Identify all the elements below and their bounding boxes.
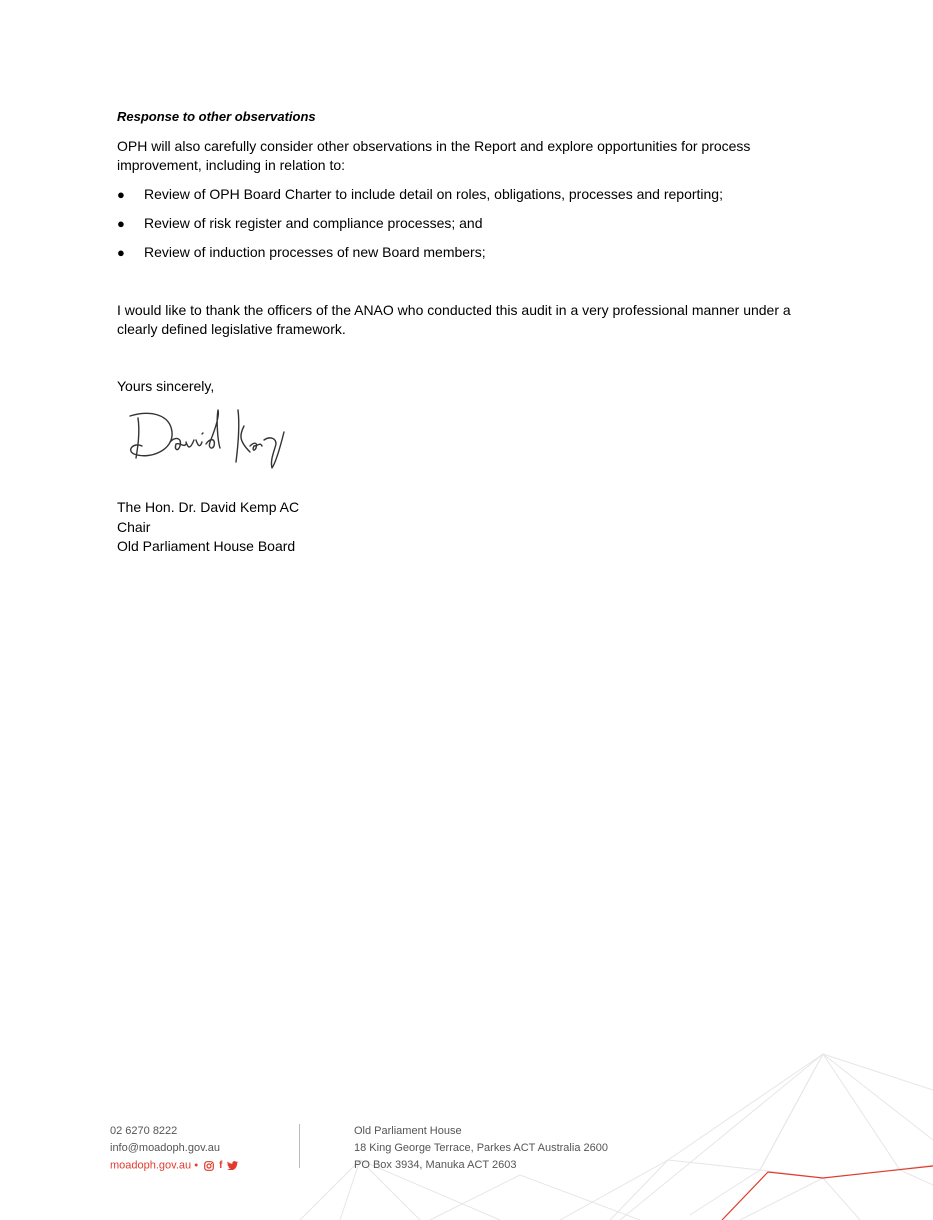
bullet-icon: ● — [117, 216, 125, 231]
observation-list — [117, 185, 723, 272]
closing: Yours sincerely, — [117, 378, 215, 394]
list-item — [117, 185, 723, 214]
address-line-3: PO Box 3934, Manuka ACT 2603 — [354, 1159, 517, 1171]
social-links — [204, 1157, 238, 1174]
list-item — [117, 214, 723, 243]
footer-phone: 02 6270 8222 — [110, 1125, 178, 1137]
signatory-name: The Hon. Dr. David Kemp AC — [117, 499, 300, 515]
handwritten-signature — [120, 402, 300, 477]
address-line-1: Old Parliament House — [354, 1125, 462, 1137]
footer-divider — [299, 1124, 300, 1168]
twitter-icon[interactable] — [227, 1161, 238, 1170]
address-line-2: 18 King George Terrace, Parkes ACT Australia 2600 — [354, 1142, 608, 1154]
signatory-organisation: Old Parliament House Board — [117, 538, 296, 554]
footer-email[interactable]: info@moadoph.gov.au — [110, 1142, 221, 1154]
list-item — [117, 243, 723, 272]
instagram-icon[interactable] — [204, 1161, 214, 1171]
bullet-icon: ● — [117, 245, 125, 260]
footer-contact — [110, 1123, 238, 1174]
footer-website-link[interactable]: moadoph.gov.au — [110, 1159, 192, 1172]
bullet-icon: ● — [117, 187, 125, 202]
signatory-block — [117, 498, 299, 557]
facebook-icon[interactable]: f — [219, 1160, 223, 1171]
signatory-title: Chair — [117, 518, 151, 535]
list-item-text: Review of induction processes of new Board members; — [144, 244, 486, 260]
thanks-paragraph: I would like to thank the officers of the ANAO who conducted this audit in a very professional manner under a clearly defined legislative framework. — [117, 302, 791, 337]
footer-separator: • — [194, 1159, 199, 1172]
intro-paragraph: OPH will also carefully consider other observations in the Report and explore opportunities for process improvement, including in relation to: — [117, 138, 751, 173]
footer-address — [354, 1123, 608, 1174]
section-heading: Response to other observations — [117, 109, 316, 124]
list-item-text: Review of risk register and compliance processes; and — [144, 215, 483, 231]
list-item-text: Review of OPH Board Charter to include detail on roles, obligations, processes and reporting; — [144, 186, 723, 202]
